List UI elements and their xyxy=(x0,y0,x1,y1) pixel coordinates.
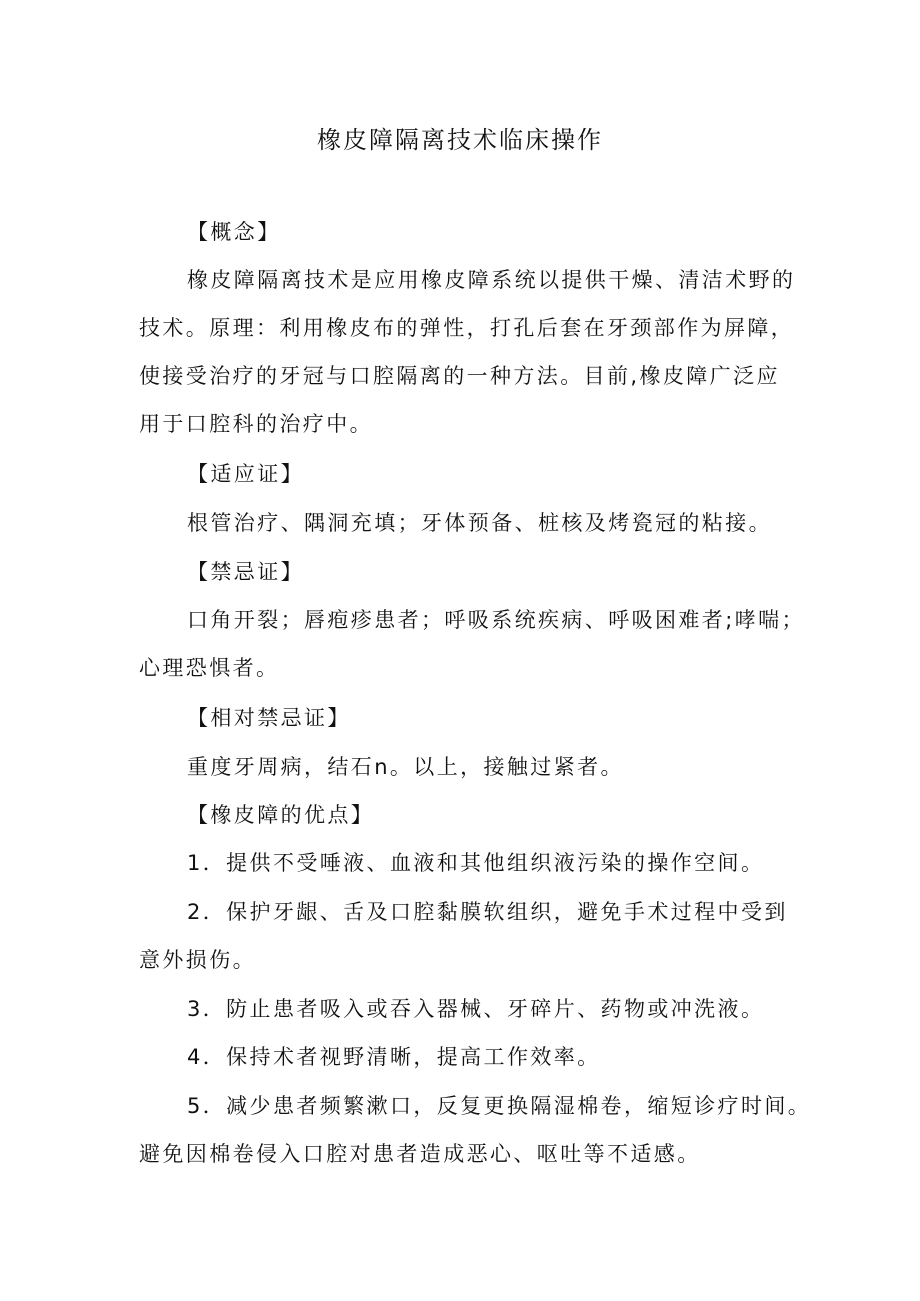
paragraph-line: 技术。原理：利用橡皮布的弹性，打孔后套在牙颈部作为屏障， xyxy=(139,316,795,340)
list-item-continuation: 避免因棉卷侵入口腔对患者造成恶心、呕吐等不适感。 xyxy=(139,1142,701,1166)
list-item: 1．提供不受唾液、血液和其他组织液污染的操作空间。 xyxy=(187,851,765,875)
paragraph-line: 心理恐惧者。 xyxy=(139,656,280,680)
section-heading-concept: 【概念】 xyxy=(187,220,281,244)
list-item: 4．保持术者视野清晰，提高工作效率。 xyxy=(187,1045,601,1069)
paragraph-line: 口角开裂；唇疱疹患者；呼吸系统疾病、呼吸困难者;哮喘； xyxy=(187,608,805,632)
section-heading-relative-contraindications: 【相对禁忌证】 xyxy=(187,706,351,730)
list-item: 5．减少患者频繁漱口，反复更换隔湿棉卷，缩短诊疗时间。 xyxy=(187,1094,812,1118)
section-heading-advantages: 【橡皮障的优点】 xyxy=(187,803,375,827)
section-heading-indications: 【适应证】 xyxy=(187,462,304,486)
paragraph-line: 橡皮障隔离技术是应用橡皮障系统以提供干燥、清洁术野的 xyxy=(187,268,796,292)
section-heading-contraindications: 【禁忌证】 xyxy=(187,560,304,584)
paragraph-line: 使接受治疗的牙冠与口腔隔离的一种方法。目前,橡皮障广泛应 xyxy=(139,364,780,388)
paragraph-line: 用于口腔科的治疗中。 xyxy=(139,412,373,436)
document-title: 橡皮障隔离技术临床操作 xyxy=(317,126,603,154)
paragraph-line: 重度牙周病，结石n。以上，接触过紧者。 xyxy=(187,755,624,779)
paragraph-line: 根管治疗、隅洞充填；牙体预备、桩核及烤瓷冠的粘接。 xyxy=(187,511,772,535)
list-item: 3．防止患者吸入或吞入器械、牙碎片、药物或冲洗液。 xyxy=(187,997,765,1021)
list-item-continuation: 意外损伤。 xyxy=(139,948,256,972)
list-item: 2．保护牙龈、舌及口腔黏膜软组织，避免手术过程中受到 xyxy=(187,900,788,924)
